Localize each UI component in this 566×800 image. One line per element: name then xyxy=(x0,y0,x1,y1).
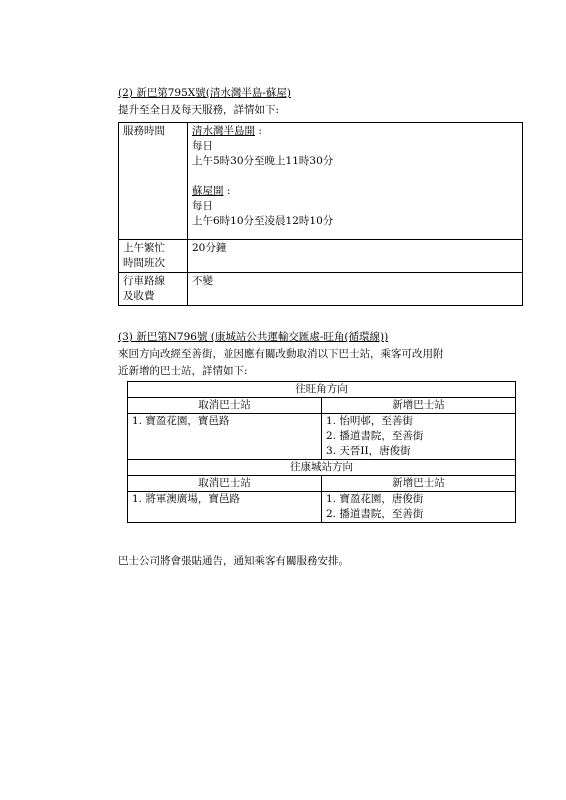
route-fare-value: 不變 xyxy=(188,273,523,306)
direction-mongkok-title: 往旺角方向 xyxy=(128,382,516,398)
direction-lohas-park-title: 往康城站方向 xyxy=(128,460,516,476)
list-item: 1. 怡明邨，至善街 xyxy=(326,415,413,427)
departure-2-time: 上午6時10分至凌晨12時10分 xyxy=(192,215,334,227)
route-795x-table xyxy=(118,122,523,306)
table-row xyxy=(128,476,516,492)
dir2-cancelled-stops xyxy=(128,492,322,523)
dir2-new-stops xyxy=(322,492,516,523)
list-item: 1. 將軍澳廣場，寶邑路 xyxy=(132,493,240,505)
cancelled-stops-header: 取消巴士站 xyxy=(128,398,322,414)
list-item: 2. 播道書院，至善街 xyxy=(326,508,424,520)
table-row xyxy=(119,123,523,240)
list-item: 3. 天晉II，唐俊街 xyxy=(326,445,411,457)
cancelled-stops-header: 取消巴士站 xyxy=(128,476,322,492)
list-item: 2. 播道書院，至善街 xyxy=(326,430,424,442)
table-row xyxy=(128,460,516,476)
table-row xyxy=(128,414,516,460)
new-stops-header: 新增巴士站 xyxy=(322,476,516,492)
section-3-intro-line-2: 近新增的巴士站，詳情如下: xyxy=(118,365,248,377)
section-3-intro-line-1: 來回方向改經至善街，並因應有關改動取消以下巴士站，乘客可改用附 xyxy=(118,348,444,360)
dir1-new-stops xyxy=(322,414,516,460)
list-item: 1. 寶盈花園，唐俊街 xyxy=(326,493,424,505)
peak-frequency-label: 上午繁忙 時間班次 xyxy=(119,240,188,273)
table-row xyxy=(128,382,516,398)
departure-1-days: 每日 xyxy=(192,140,213,152)
service-hours-label: 服務時間 xyxy=(119,123,188,240)
departure-2-title: 蘇屋開 xyxy=(192,185,224,197)
route-fare-label: 行車路線 及收費 xyxy=(119,273,188,306)
departure-1-time: 上午5時30分至晚上11時30分 xyxy=(192,155,334,167)
table-row xyxy=(119,240,523,273)
service-hours-value: 清水灣半島開 : 每日 上午5時30分至晚上11時30分 蘇屋開 : 每日 上午6時10分至凌晨12時10分 xyxy=(188,123,523,240)
footer-note: 巴士公司將會張貼通告，通知乘客有關服務安排。 xyxy=(118,555,349,567)
section-2-intro: 提升至全日及每天服務，詳情如下: xyxy=(118,104,280,116)
section-2-heading: (2) 新巴第795X號(清水灣半島-蘇屋) xyxy=(118,87,291,99)
new-stops-header: 新增巴士站 xyxy=(322,398,516,414)
departure-2-days: 每日 xyxy=(192,200,213,212)
departure-1-title: 清水灣半島開 xyxy=(192,125,255,137)
table-row xyxy=(128,492,516,523)
dir1-cancelled-stops xyxy=(128,414,322,460)
list-item: 1. 寶盈花園，寶邑路 xyxy=(132,415,230,427)
section-3-heading: (3) 新巴第N796號 (康城站公共運輸交匯處-旺角(循環線)) xyxy=(118,331,389,343)
route-n796-stops-table xyxy=(127,381,516,523)
table-row xyxy=(128,398,516,414)
peak-frequency-value: 20分鐘 xyxy=(188,240,523,273)
table-row xyxy=(119,273,523,306)
